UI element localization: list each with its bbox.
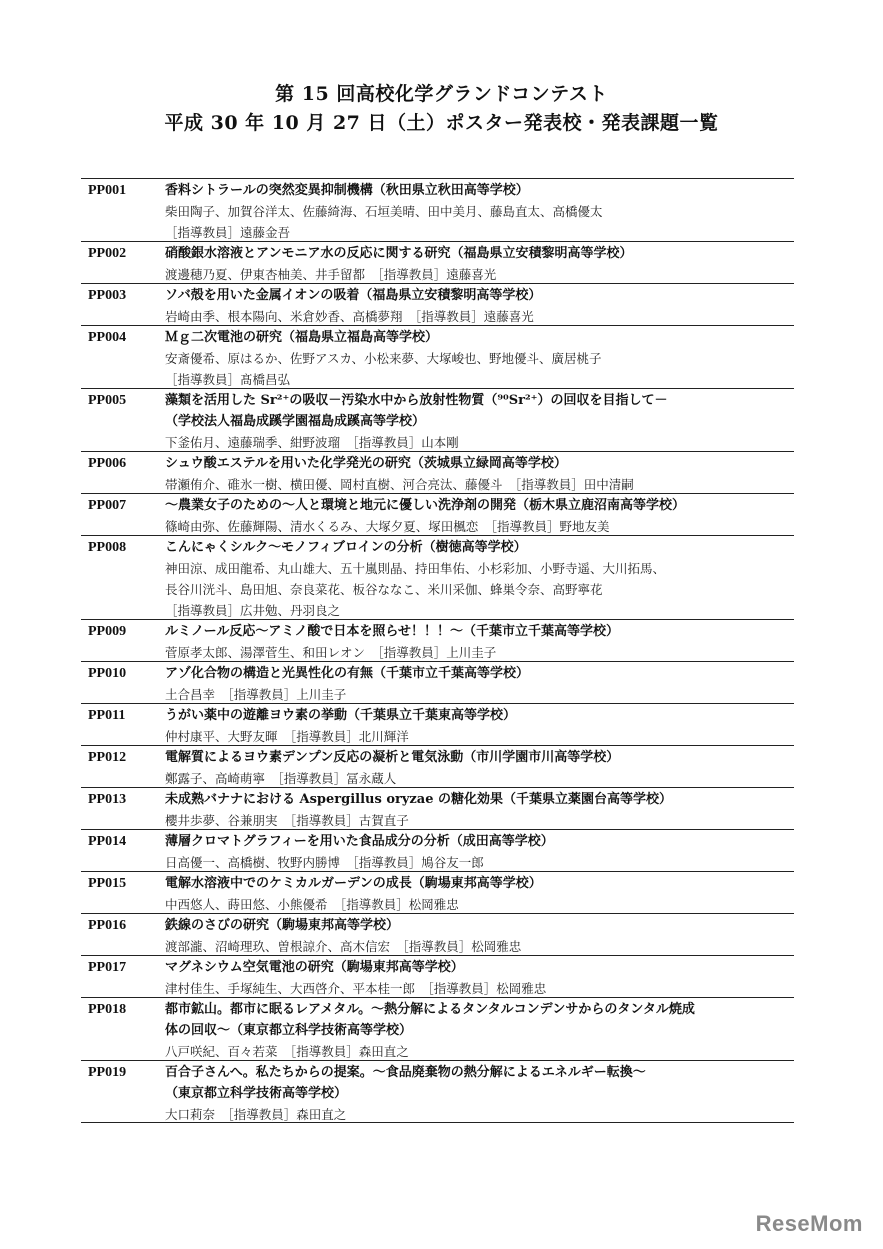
- entry-code: PP007: [88, 498, 127, 513]
- entry-body: [165, 746, 794, 787]
- poster-entry: [81, 283, 794, 325]
- poster-entry: [81, 661, 794, 703]
- entry-body: [165, 914, 794, 955]
- entry-members-line: 帯瀬侑介、碓氷一樹、横田優、岡村直樹、河合亮汰、藤優斗 ［指導教員］田中清嗣: [165, 477, 634, 492]
- entry-members-line: 柴田陶子、加賀谷洋太、佐藤綺海、石垣美晴、田中美月、藤島直太、高橋優太: [165, 204, 603, 219]
- entry-body: [165, 788, 794, 829]
- entry-body: [165, 326, 794, 388]
- poster-entry: [81, 787, 794, 829]
- entry-body: [165, 242, 794, 283]
- poster-entry: [81, 829, 794, 871]
- entry-members-line: ［指導教員］遠藤金吾: [165, 225, 291, 240]
- entry-title-line: シュウ酸エステルを用いた化学発光の研究（茨城県立緑岡高等学校）: [165, 456, 567, 471]
- poster-entry: [81, 871, 794, 913]
- poster-entry: [81, 178, 794, 241]
- entry-title-line: 香料シトラールの突然変異抑制機構（秋田県立秋田高等学校）: [165, 183, 529, 198]
- entry-code: PP013: [88, 792, 127, 807]
- entry-code: PP010: [88, 666, 127, 681]
- entry-code: PP012: [88, 750, 127, 765]
- entry-members-line: 日高優一、高橋樹、牧野内勝博 ［指導教員］鳩谷友一郎: [165, 855, 484, 870]
- entry-title-line: 電解水溶液中でのケミカルガーデンの成長（駒場東邦高等学校）: [165, 876, 542, 891]
- poster-entry: [81, 997, 794, 1060]
- entry-title-line: 都市鉱山。都市に眠るレアメタル。～熱分解によるタンタルコンデンサからのタンタル焼成: [165, 1002, 695, 1017]
- entry-code: PP009: [88, 624, 127, 639]
- entry-body: [165, 536, 794, 619]
- entry-code: PP001: [88, 183, 127, 198]
- entry-members-line: 神田涼、成田龍希、丸山雄大、五十嵐則晶、持田隼佑、小杉彩加、小野寺遥、大川拓馬、: [165, 561, 666, 576]
- entry-members-line: 津村佳生、手塚純生、大西啓介、平本桂一郎 ［指導教員］松岡雅忠: [165, 981, 547, 996]
- entry-members-line: 大口莉奈 ［指導教員］森田直之: [165, 1107, 347, 1122]
- entry-title-line: （東京都立科学技術高等学校）: [165, 1086, 348, 1101]
- entry-code: PP011: [88, 708, 126, 723]
- resemom-logo: ReseMom: [755, 1211, 863, 1236]
- poster-entry: [81, 619, 794, 661]
- entry-title-line: 薄層クロマトグラフィーを用いた食品成分の分析（成田高等学校）: [165, 834, 554, 849]
- entry-body: [165, 704, 794, 745]
- entry-body: [165, 494, 794, 535]
- poster-entry: [81, 241, 794, 283]
- entry-members-line: 岩崎由季、根本陽向、米倉妙香、高橋夢翔 ［指導教員］遠藤喜光: [165, 309, 534, 324]
- entry-code: PP005: [88, 393, 127, 408]
- entry-body: [165, 1061, 794, 1122]
- entry-members-line: 下釜佑月、遠藤瑞季、紺野波瑠 ［指導教員］山本剛: [165, 435, 459, 450]
- entry-body: [165, 662, 794, 703]
- poster-entry: [81, 703, 794, 745]
- entry-members-line: ［指導教員］広井勉、丹羽良之: [165, 603, 341, 618]
- entry-title-line: （学校法人福島成蹊学園福島成蹊高等学校）: [165, 414, 426, 429]
- poster-entry: [81, 1060, 794, 1123]
- entry-members-line: 中西悠人、蒔田悠、小熊優希 ［指導教員］松岡雅忠: [165, 897, 459, 912]
- entry-members-line: 土合昌幸 ［指導教員］上川圭子: [165, 687, 347, 702]
- document-title: 第 15 回高校化学グランドコンテスト: [275, 83, 608, 105]
- entry-title-line: ～農業女子のための～人と環境と地元に優しい洗浄剤の開発（栃木県立鹿沼南高等学校）: [165, 498, 686, 513]
- entry-title-line: 百合子さんへ。私たちからの提案。～食品廃棄物の熱分解によるエネルギー転換～: [165, 1065, 646, 1080]
- entry-members-line: 渡邊穂乃夏、伊東杏柚美、井手留都 ［指導教員］遠藤喜光: [165, 267, 497, 282]
- entry-title-line: ソバ殻を用いた金属イオンの吸着（福島県立安積黎明高等学校）: [165, 288, 542, 303]
- entry-body: [165, 998, 794, 1060]
- document-subtitle: 平成 30 年 10 月 27 日（土）ポスター発表校・発表課題一覧: [164, 112, 719, 134]
- poster-entry: [81, 493, 794, 535]
- entry-members-line: 櫻井歩夢、谷兼朋実 ［指導教員］古賀直子: [165, 813, 409, 828]
- entry-members-line: 鄭露子、高崎萌寧 ［指導教員］冨永蔵人: [165, 771, 397, 786]
- entry-title-line: 体の回収～（東京都立科学技術高等学校）: [165, 1023, 413, 1038]
- entry-code: PP003: [88, 288, 127, 303]
- poster-list: [81, 178, 794, 1123]
- entry-title-line: 鉄線のさびの研究（駒場東邦高等学校）: [165, 918, 400, 933]
- entry-title-line: マグネシウム空気電池の研究（駒場東邦高等学校）: [165, 960, 464, 975]
- entry-title-line: 未成熟バナナにおける Aspergillus oryzae の糖化効果（千葉県立薬園台高等学校）: [165, 792, 673, 807]
- entry-code: PP015: [88, 876, 127, 891]
- entry-title-line: 藻類を活用した Sr²⁺の吸収－汚染水中から放射性物質（⁹⁰Sr²⁺）の回収を目指して－: [165, 393, 668, 408]
- entry-members-line: ［指導教員］髙橋昌弘: [165, 372, 291, 387]
- entry-code: PP019: [88, 1065, 127, 1080]
- entry-body: [165, 872, 794, 913]
- entry-title-line: 硝酸銀水溶液とアンモニア水の反応に関する研究（福島県立安積黎明高等学校）: [165, 246, 633, 261]
- entry-members-line: 菅原孝太郎、湯澤菅生、和田レオン ［指導教員］上川圭子: [165, 645, 497, 660]
- entry-members-line: 仲村康平、大野友暉 ［指導教員］北川輝洋: [165, 729, 409, 744]
- poster-entry: [81, 955, 794, 997]
- entry-code: PP016: [88, 918, 127, 933]
- entry-code: PP008: [88, 540, 127, 555]
- poster-entry: [81, 388, 794, 451]
- poster-entry: [81, 535, 794, 619]
- entry-title-line: うがい薬中の遊離ヨウ素の挙動（千葉県立千葉東高等学校）: [165, 708, 517, 723]
- entry-code: PP006: [88, 456, 127, 471]
- entry-body: [165, 452, 794, 493]
- poster-entry: [81, 745, 794, 787]
- entry-body: [165, 956, 794, 997]
- poster-entry: [81, 451, 794, 493]
- entry-code: PP002: [88, 246, 127, 261]
- entry-title-line: アゾ化合物の構造と光異性化の有無（千葉市立千葉高等学校）: [165, 666, 530, 681]
- entry-body: [165, 389, 794, 451]
- poster-entry: [81, 325, 794, 388]
- entry-members-line: 篠崎由弥、佐藤輝陽、清水くるみ、大塚夕夏、塚田楓恋 ［指導教員］野地友美: [165, 519, 610, 534]
- poster-entry: [81, 913, 794, 955]
- entry-members-line: 渡部瀧、沼崎理玖、曽根諒介、高木信宏 ［指導教員］松岡雅忠: [165, 939, 522, 954]
- entry-code: PP017: [88, 960, 127, 975]
- entry-code: PP014: [88, 834, 127, 849]
- entry-body: [165, 179, 794, 241]
- entry-body: [165, 284, 794, 325]
- entry-title-line: こんにゃくシルク～モノフィブロインの分析（樹徳高等学校）: [165, 540, 527, 555]
- entry-members-line: 安斎優希、原はるか、佐野アスカ、小松来夢、大塚峻也、野地優斗、廣居桃子: [165, 351, 602, 366]
- entry-members-line: 八戸咲紀、百々若菜 ［指導教員］森田直之: [165, 1044, 409, 1059]
- entry-code: PP004: [88, 330, 127, 345]
- entry-title-line: Ｍｇ二次電池の研究（福島県立福島高等学校）: [165, 330, 439, 345]
- entry-body: [165, 620, 794, 661]
- entry-code: PP018: [88, 1002, 127, 1017]
- entry-members-line: 長谷川洸斗、島田旭、奈良菜花、板谷ななこ、米川采伽、蜂巣令奈、高野寧花: [165, 582, 603, 597]
- entry-title-line: 電解質によるヨウ素デンプン反応の凝析と電気泳動（市川学園市川高等学校）: [165, 750, 620, 765]
- entry-title-line: ルミノール反応～アミノ酸で日本を照らせ！！！～（千葉市立千葉高等学校）: [165, 624, 619, 639]
- entry-body: [165, 830, 794, 871]
